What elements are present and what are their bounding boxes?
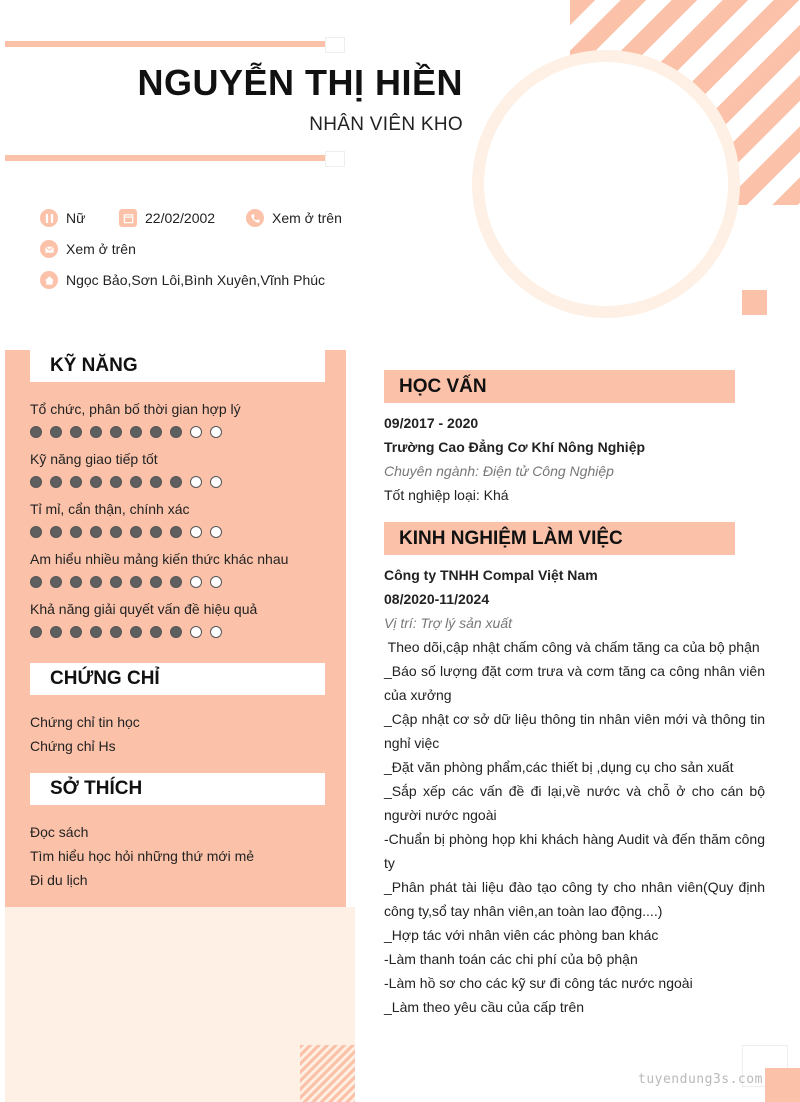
rating-dot-filled	[90, 626, 102, 638]
skill-rating	[30, 576, 222, 588]
rating-dot-empty	[210, 626, 222, 638]
education-period: 09/2017 - 2020	[384, 415, 479, 431]
education-heading: HỌC VẤN	[384, 370, 735, 403]
candidate-name: NGUYỄN THỊ HIỀN	[137, 62, 463, 103]
rating-dot-filled	[130, 626, 142, 638]
duty-item: -Chuẩn bị phòng họp khi khách hàng Audit và đến thăm công ty	[384, 831, 765, 871]
certificate-item: Chứng chỉ tin học	[30, 714, 140, 730]
rating-dot-filled	[90, 476, 102, 488]
rating-dot-filled	[150, 526, 162, 538]
rating-dot-filled	[30, 626, 42, 638]
rating-dot-filled	[70, 526, 82, 538]
calendar-icon	[119, 209, 137, 227]
rating-dot-filled	[170, 426, 182, 438]
rating-dot-filled	[90, 576, 102, 588]
header-line-top	[5, 41, 325, 47]
duty-item: _Đặt văn phòng phẩm,các thiết bị ,dụng cụ cho sản xuất	[384, 759, 734, 775]
duty-item: _Phân phát tài liệu đào tạo công ty cho nhân viên(Quy định công ty,sổ tay nhân viên,an toàn lao động....)	[384, 879, 765, 919]
skill-name: Am hiểu nhiều mảng kiến thức khác nhau	[30, 551, 289, 567]
phone-icon	[246, 209, 264, 227]
decor-footer-square	[765, 1068, 800, 1102]
gender-icon	[40, 209, 58, 227]
rating-dot-filled	[150, 576, 162, 588]
rating-dot-filled	[50, 626, 62, 638]
rating-dot-filled	[50, 476, 62, 488]
rating-dot-filled	[110, 476, 122, 488]
rating-dot-filled	[170, 626, 182, 638]
rating-dot-filled	[170, 576, 182, 588]
experience-company: Công ty TNHH Compal Việt Nam	[384, 567, 598, 583]
certificate-item: Chứng chỉ Hs	[30, 738, 116, 754]
duty-item: _Làm theo yêu cầu của cấp trên	[384, 999, 585, 1015]
experience-heading: KINH NGHIỆM LÀM VIỆC	[384, 522, 735, 555]
decor-stripe-cut	[740, 205, 800, 265]
rating-dot-filled	[70, 426, 82, 438]
rating-dot-filled	[110, 526, 122, 538]
education-major: Chuyên ngành: Điện tử Công Nghiệp	[384, 463, 614, 479]
rating-dot-empty	[190, 526, 202, 538]
rating-dot-filled	[110, 426, 122, 438]
rating-dot-empty	[210, 576, 222, 588]
rating-dot-filled	[150, 626, 162, 638]
certificates-heading: CHỨNG CHỈ	[30, 663, 325, 695]
address-value: Ngọc Bảo,Sơn Lôi,Bình Xuyên,Vĩnh Phúc	[66, 272, 326, 288]
decor-square	[742, 290, 767, 315]
experience-period: 08/2020-11/2024	[384, 591, 490, 607]
rating-dot-empty	[210, 426, 222, 438]
rating-dot-filled	[50, 426, 62, 438]
duty-item: _Báo số lượng đặt cơm trưa và cơm tăng ca công nhân viên của xưởng	[384, 663, 765, 703]
skills-heading: KỸ NĂNG	[30, 350, 325, 382]
rating-dot-filled	[170, 476, 182, 488]
rating-dot-filled	[70, 576, 82, 588]
contact-address	[40, 271, 325, 289]
watermark: tuyendung3s.com	[638, 1072, 763, 1087]
rating-dot-filled	[150, 426, 162, 438]
contact-birthday	[119, 209, 215, 227]
header-line-bottom	[5, 155, 325, 161]
gender-value: Nữ	[66, 210, 86, 226]
duty-item: _Cập nhật cơ sở dữ liệu thông tin nhân viên mới và thông tin nghỉ việc	[384, 711, 765, 751]
header-line-bottom-end	[325, 151, 345, 167]
rating-dot-empty	[210, 476, 222, 488]
email-icon	[40, 240, 58, 258]
rating-dot-empty	[210, 526, 222, 538]
duty-item: Theo dõi,cập nhật chấm công và chấm tăng ca của bộ phận	[384, 639, 760, 655]
duty-item: -Làm hồ sơ cho các kỹ sư đi công tác nước ngoài	[384, 975, 693, 991]
profile-photo-placeholder	[484, 62, 728, 306]
header-line-top-end	[325, 37, 345, 53]
duty-item: _Hợp tác với nhân viên các phòng ban khác	[384, 927, 659, 943]
decor-bottom-stripes	[300, 1045, 355, 1102]
contact-phone	[246, 209, 342, 227]
contact-email	[40, 240, 136, 258]
rating-dot-filled	[70, 626, 82, 638]
skill-name: Tỉ mỉ, cẩn thận, chính xác	[30, 501, 190, 517]
hobby-item: Đi du lịch	[30, 872, 88, 888]
rating-dot-filled	[150, 476, 162, 488]
rating-dot-filled	[130, 426, 142, 438]
job-title: NHÂN VIÊN KHO	[309, 114, 463, 135]
rating-dot-filled	[50, 526, 62, 538]
education-school: Trường Cao Đẳng Cơ Khí Nông Nghiệp	[384, 439, 646, 455]
rating-dot-empty	[190, 626, 202, 638]
rating-dot-filled	[30, 576, 42, 588]
rating-dot-empty	[190, 576, 202, 588]
skill-rating	[30, 476, 222, 488]
duty-item: -Làm thanh toán các chi phí của bộ phận	[384, 951, 638, 967]
hobbies-heading: SỞ THÍCH	[30, 773, 325, 805]
hobby-item: Đọc sách	[30, 824, 89, 840]
rating-dot-filled	[30, 476, 42, 488]
rating-dot-filled	[30, 426, 42, 438]
home-icon	[40, 271, 58, 289]
skill-rating	[30, 426, 222, 438]
rating-dot-filled	[90, 526, 102, 538]
education-grade: Tốt nghiệp loại: Khá	[384, 487, 509, 503]
phone-value: Xem ở trên	[272, 210, 342, 226]
rating-dot-empty	[190, 426, 202, 438]
skill-name: Kỹ năng giao tiếp tốt	[30, 451, 158, 467]
skill-rating	[30, 526, 222, 538]
rating-dot-filled	[130, 526, 142, 538]
skill-rating	[30, 626, 222, 638]
hobby-item: Tìm hiểu học hỏi những thứ mới mẻ	[30, 848, 255, 864]
birthday-value: 22/02/2002	[145, 210, 216, 226]
experience-position: Vị trí: Trợ lý sản xuất	[384, 615, 513, 631]
rating-dot-filled	[110, 576, 122, 588]
experience-duties	[384, 635, 765, 1019]
duty-item: _Sắp xếp các vấn đề đi lại,về nước và chỗ ở cho cán bộ người nước ngoài	[384, 783, 765, 823]
rating-dot-filled	[90, 426, 102, 438]
skill-name: Khả năng giải quyết vấn đề hiệu quả	[30, 601, 258, 617]
rating-dot-filled	[30, 526, 42, 538]
rating-dot-filled	[170, 526, 182, 538]
rating-dot-empty	[190, 476, 202, 488]
skill-name: Tổ chức, phân bố thời gian hợp lý	[30, 401, 241, 417]
rating-dot-filled	[130, 476, 142, 488]
rating-dot-filled	[130, 576, 142, 588]
rating-dot-filled	[70, 476, 82, 488]
rating-dot-filled	[110, 626, 122, 638]
contact-gender	[40, 209, 85, 227]
email-value: Xem ở trên	[66, 241, 136, 257]
rating-dot-filled	[50, 576, 62, 588]
